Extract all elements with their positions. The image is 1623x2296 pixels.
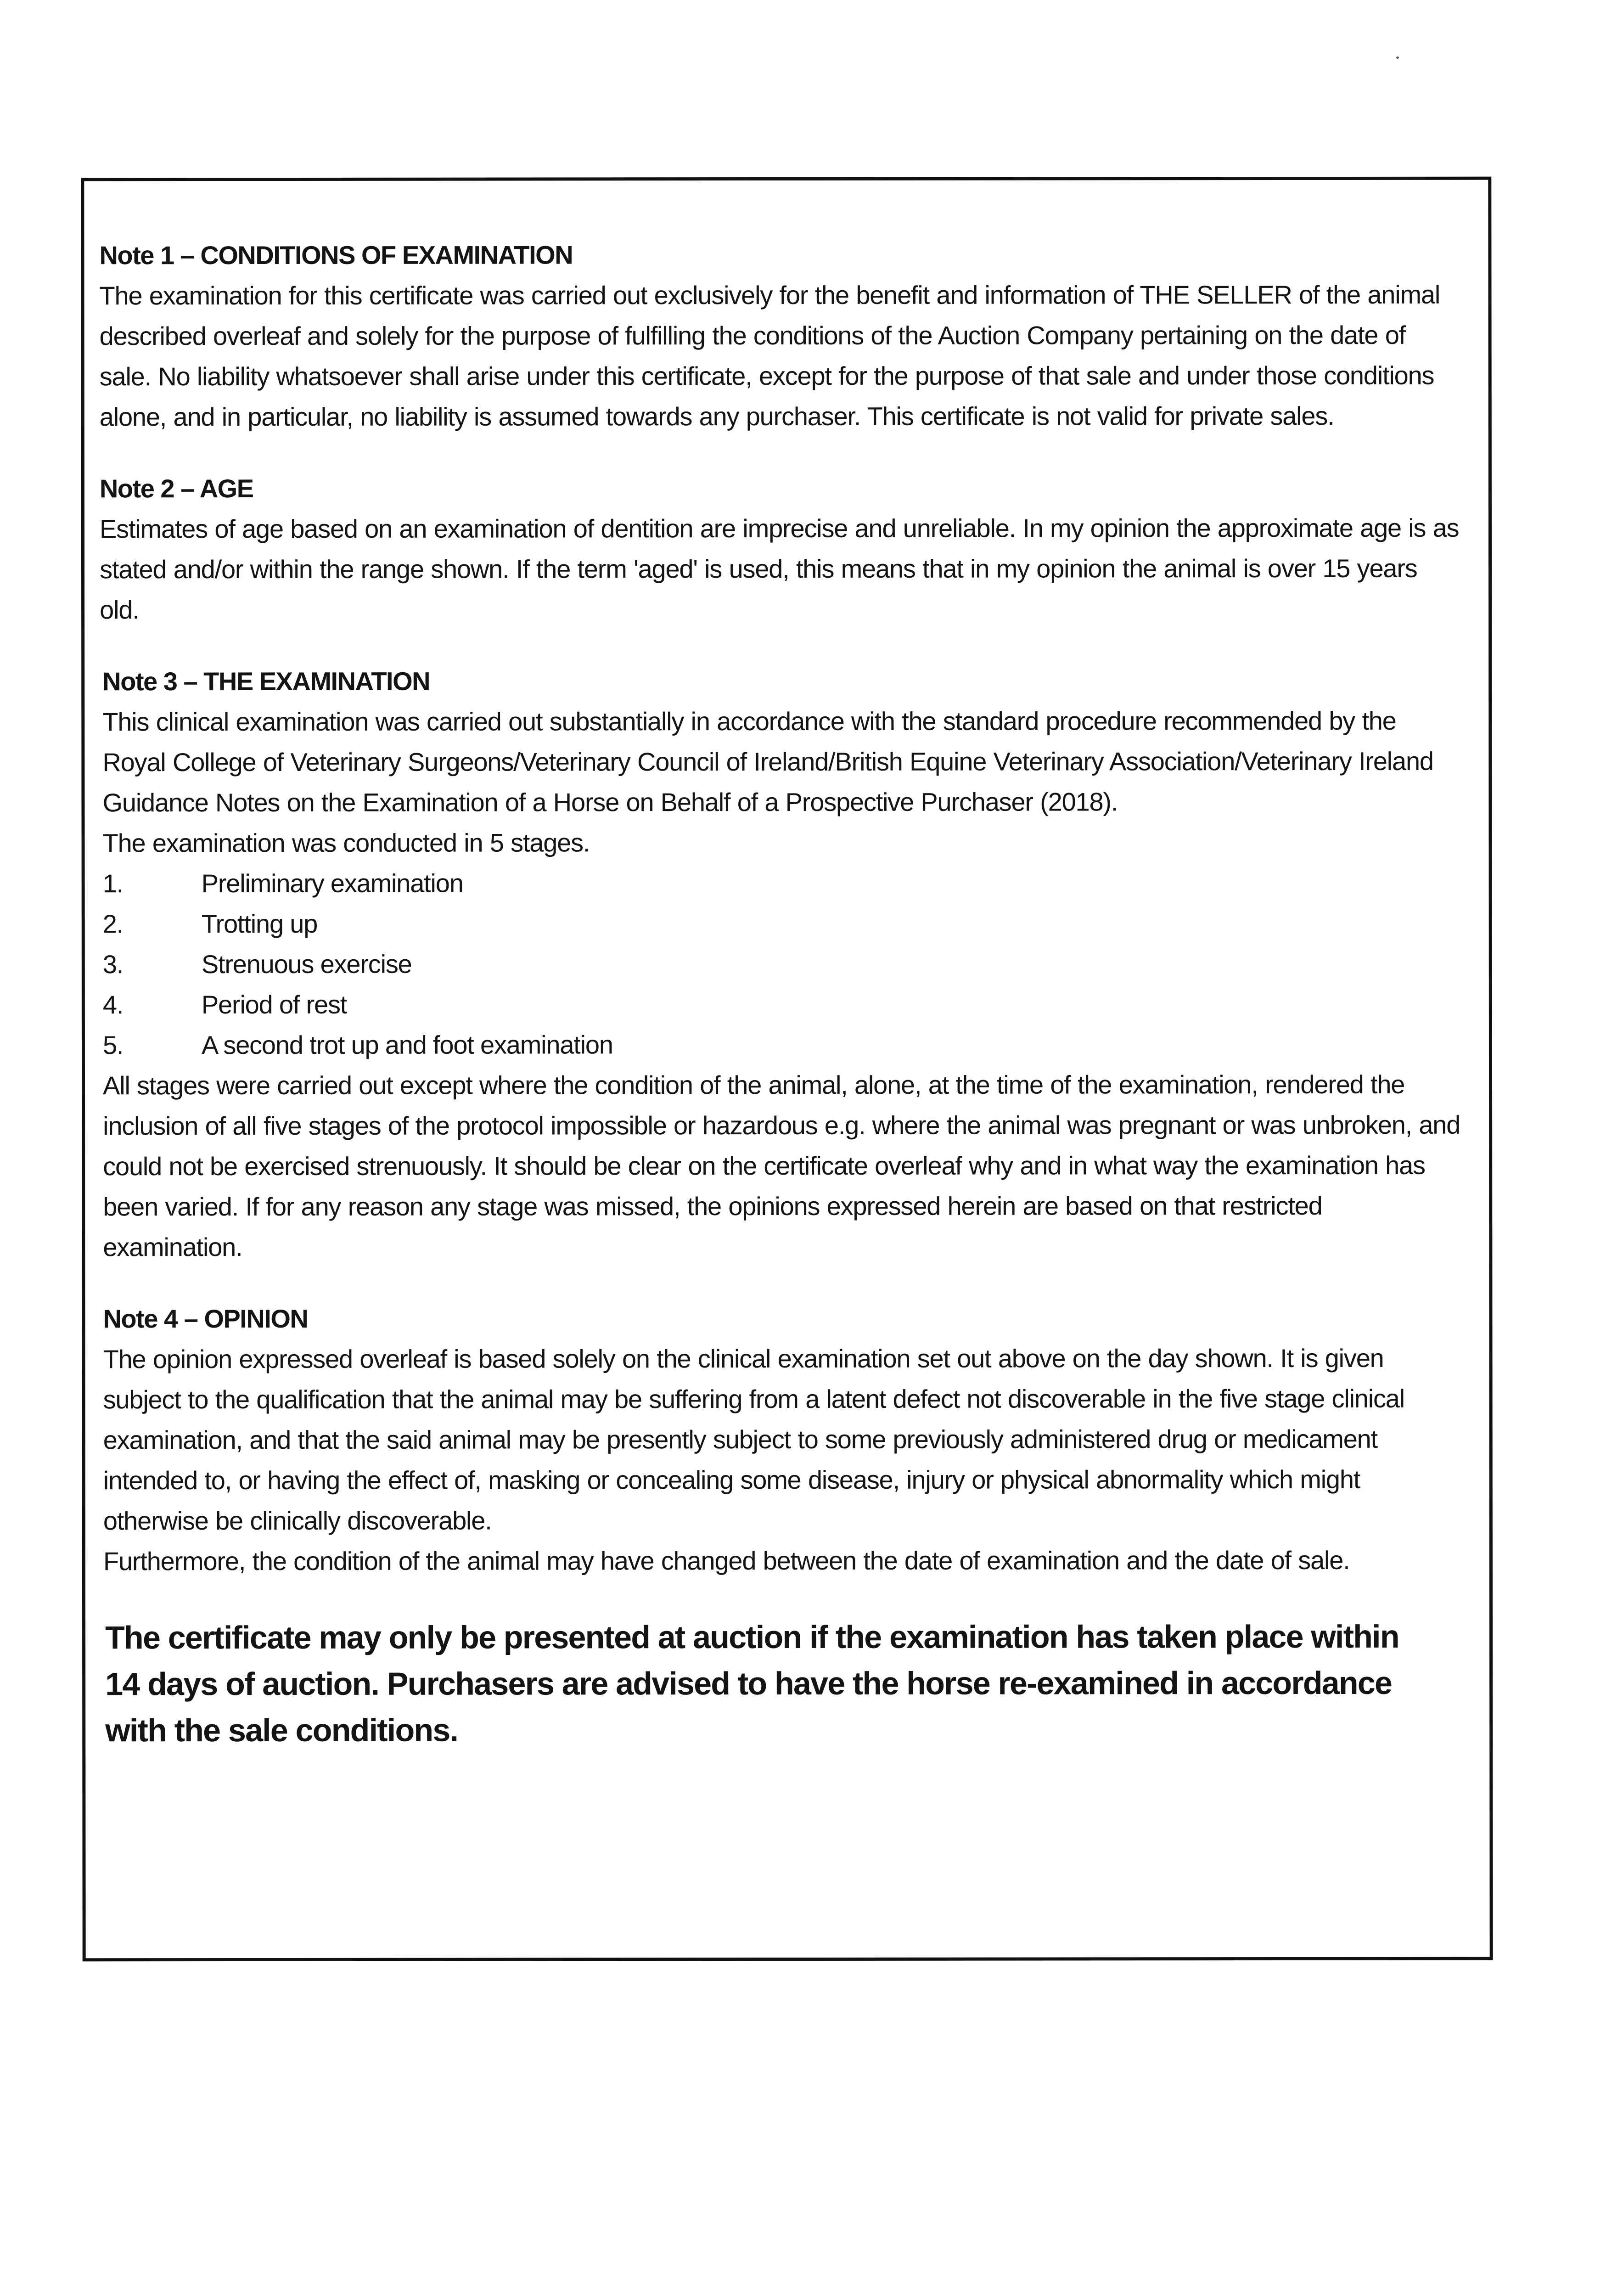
note-age (100, 467, 1461, 630)
notes-content (99, 234, 1462, 1754)
stage-item (103, 862, 1461, 904)
note-opinion (100, 1298, 1462, 1582)
stage-label: Period of rest (201, 990, 347, 1019)
note-conditions-of-examination (99, 234, 1460, 438)
stage-label: Preliminary examination (201, 868, 463, 898)
stage-list (103, 862, 1461, 1066)
note-body: The opinion expressed overleaf is based solely on the clinical examination set out above on the day shown. It is given subject to the qualification that the animal may be suffering from a latent defect not discoverable in the five stage clinical examination, and that the said animal may be presently subject to some previously administered drug or medicament intended to, or having the effect of, masking or concealing some disease, injury or physical abnormality which might otherwise be clinically discoverable. (103, 1343, 1404, 1536)
stage-item (103, 984, 1461, 1025)
stage-number: 4. (102, 990, 124, 1019)
stage-item (103, 1024, 1461, 1066)
note-heading: Note 4 – OPINION (103, 1304, 308, 1334)
stage-label: A second trot up and foot examination (201, 1030, 613, 1060)
note-the-examination (100, 660, 1461, 1268)
stage-item (103, 943, 1461, 985)
notes-box (81, 177, 1493, 1962)
note-heading: Note 1 – CONDITIONS OF EXAMINATION (99, 240, 573, 270)
final-notice: The certificate may only be presented at auction if the examination has taken place within 14 days of auction. Purchasers are advised to have the horse re-examined in accordance with the sale conditions. (105, 1618, 1399, 1749)
stage-number: 1. (102, 869, 123, 898)
examination-closing: All stages were carried out except where the condition of the animal, alone, at the time of the examination, rendered the inclusion of all five stages of the protocol impossible or hazardous e.g. where the animal was pregnant or was unbroken, and could not be exercised strenuously. It should be clear on the certificate overleaf why and in what way the examination has been varied. If for any reason any stage was missed, the opinions expressed herein are based on that restricted examination. (103, 1069, 1460, 1262)
stage-number: 5. (102, 1030, 124, 1060)
note-addendum: Furthermore, the condition of the animal may have changed between the date of examination and the date of sale. (103, 1545, 1350, 1576)
stage-number: 2. (102, 909, 124, 939)
note-body: This clinical examination was carried out substantially in accordance with the standard procedure recommended by the Royal College of Veterinary Surgeons/Veterinary Council of Ireland/British Equine Veterinary Association/Veterinary Ireland Guidance Notes on the Examination of a Horse on Behalf of a Prospective Purchaser (2018). (102, 706, 1433, 817)
note-body: Estimates of age based on an examination of dentition are imprecise and unreliable. In my opinion the approximate age is as stated and/or within the range shown. If the term 'aged' is used, this means that in my opinion the animal is over 15 years old. (99, 513, 1459, 625)
note-heading: Note 2 – AGE (99, 474, 253, 503)
stage-label: Trotting up (201, 909, 318, 939)
note-body: The examination for this certificate was carried out exclusively for the benefit and information of THE SELLER of the animal described overleaf and solely for the purpose of fulfilling the conditions of the Auction Company pertaining on the date of sale. No liability whatsoever shall arise under this certificate, except for the purpose of that sale and under those conditions alone, and in particular, no liability is assumed towards any purchaser. This certificate is not valid for private sales. (99, 280, 1440, 432)
scan-speck (1396, 56, 1399, 59)
stage-number: 3. (102, 950, 124, 979)
stage-label: Strenuous exercise (201, 949, 412, 979)
stage-item (103, 903, 1461, 945)
note-heading: Note 3 – THE EXAMINATION (102, 666, 430, 696)
stages-intro: The examination was conducted in 5 stages. (102, 828, 590, 858)
